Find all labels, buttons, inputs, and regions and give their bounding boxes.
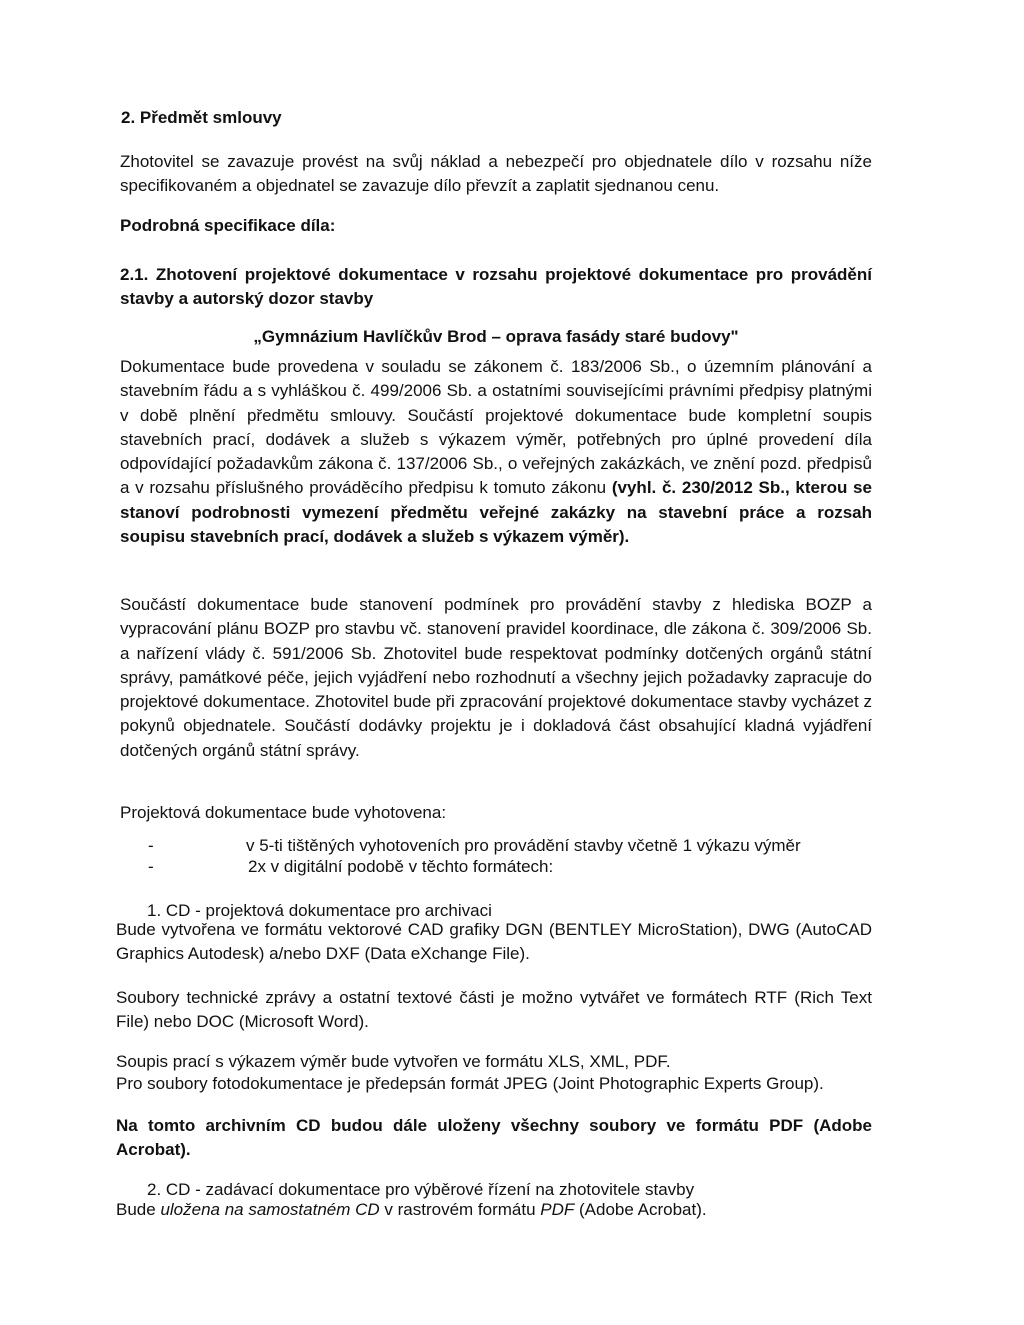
cd2-line-b: uložena na samostatném CD <box>160 1200 380 1219</box>
spec-heading: Podrobná specifikace díla: <box>120 216 336 235</box>
project-title: „Gymnázium Havlíčkův Brod – oprava fasády staré budovy" <box>253 327 739 346</box>
cd1-bold-note: Na tomto archivním CD budou dále uloženy všechny soubory ve formátu PDF (Adobe Acrobat). <box>116 1116 872 1160</box>
copies-dash: - <box>148 836 154 855</box>
item-2-1: 2.1. Zhotovení projektové dokumentace v rozsahu projektové dokumentace pro provádění stavby a autorský dozor stavby <box>120 265 872 309</box>
section-heading: 2. Předmět smlouvy <box>121 108 282 127</box>
copies-item: 2x v digitální podobě v těchto formátech: <box>248 857 554 876</box>
cd2-line-c: v rastrovém formátu <box>379 1200 541 1219</box>
copies-dash: - <box>148 857 154 876</box>
copies-intro: Projektová dokumentace bude vyhotovena: <box>120 803 447 822</box>
cd1-paragraph: Bude vytvořena ve formátu vektorové CAD grafiky DGN (BENTLEY MicroStation), DWG (AutoCAD Graphics Autodesk) a/nebo DXF (Data eXchange File). <box>116 920 872 964</box>
law-paragraph-bold: (vyhl. č. 230/2012 Sb., kterou se stanoví podrobnosti vymezení předmětu veřejné zakázky na stavební práce a rozsah soupisu stavebních prací, dodávek a služeb s výkazem výměr). <box>120 478 872 547</box>
cd2-heading: 2. CD - zadávací dokumentace pro výběrové řízení na zhotovitele stavby <box>147 1180 695 1199</box>
bozp-paragraph: Součástí dokumentace bude stanovení podmínek pro provádění stavby z hlediska BOZP a vypracování plánu BOZP pro stavbu vč. stanovení pravidel koordinace, dle zákona č. 309/2006 Sb. a nařízení vlády č. 591/2006 Sb. Zhotovitel bude respektovat podmínky dotčených orgánů státní správy, památkové péče, jejich vyjádření nebo rozhodnutí a všechny jejich požadavky zapracuje do projektové dokumentace. Zhotovitel bude při zpracování projektové dokumentace stavby vycházet z pokynů objednatele. Součástí dodávky projektu je i dokladová část obsahující kladná vyjádření dotčených orgánů státní správy. <box>120 595 872 760</box>
cd1-soupis: Soupis prací s výkazem výměr bude vytvořen ve formátu XLS, XML, PDF. <box>116 1052 671 1071</box>
cd1-heading: 1. CD - projektová dokumentace pro archivaci <box>147 901 492 920</box>
cd1-text-files: Soubory technické zprávy a ostatní textové části je možno vytvářet ve formátech RTF (Rich Text File) nebo DOC (Microsoft Word). <box>116 988 872 1032</box>
copies-item: v 5-ti tištěných vyhotoveních pro provádění stavby včetně 1 výkazu výměr <box>246 836 801 855</box>
cd2-line-d: PDF <box>540 1200 575 1219</box>
cd2-line-a: Bude <box>116 1200 161 1219</box>
intro-paragraph: Zhotovitel se zavazuje provést na svůj náklad a nebezpečí pro objednatele dílo v rozsahu níže specifikovaném a objednatel se zavazuje dílo převzít a zaplatit sjednanou cenu. <box>120 152 872 196</box>
cd2-line-e: (Adobe Acrobat). <box>574 1200 707 1219</box>
cd2-line <box>116 1198 707 1222</box>
law-paragraph <box>120 355 872 549</box>
cd1-photo: Pro soubory fotodokumentace je předepsán formát JPEG (Joint Photographic Experts Group). <box>116 1074 824 1093</box>
law-paragraph-normal: Dokumentace bude provedena v souladu se zákonem č. 183/2006 Sb., o územním plánování a stavebním řádu a s vyhláškou č. 499/2006 Sb. a ostatními souvisejícími právními předpisy platnými v době plnění předmětu smlouvy. Součástí projektové dokumentace bude kompletní soupis stavebních prací, dodávek a služeb s výkazem výměr, potřebných pro úplné provedení díla odpovídající požadavkům zákona č. 137/2006 Sb., o veřejných zakázkách, ve znění pozd. předpisů a v rozsahu příslušného prováděcího předpisu k tomuto zákonu <box>120 357 872 498</box>
